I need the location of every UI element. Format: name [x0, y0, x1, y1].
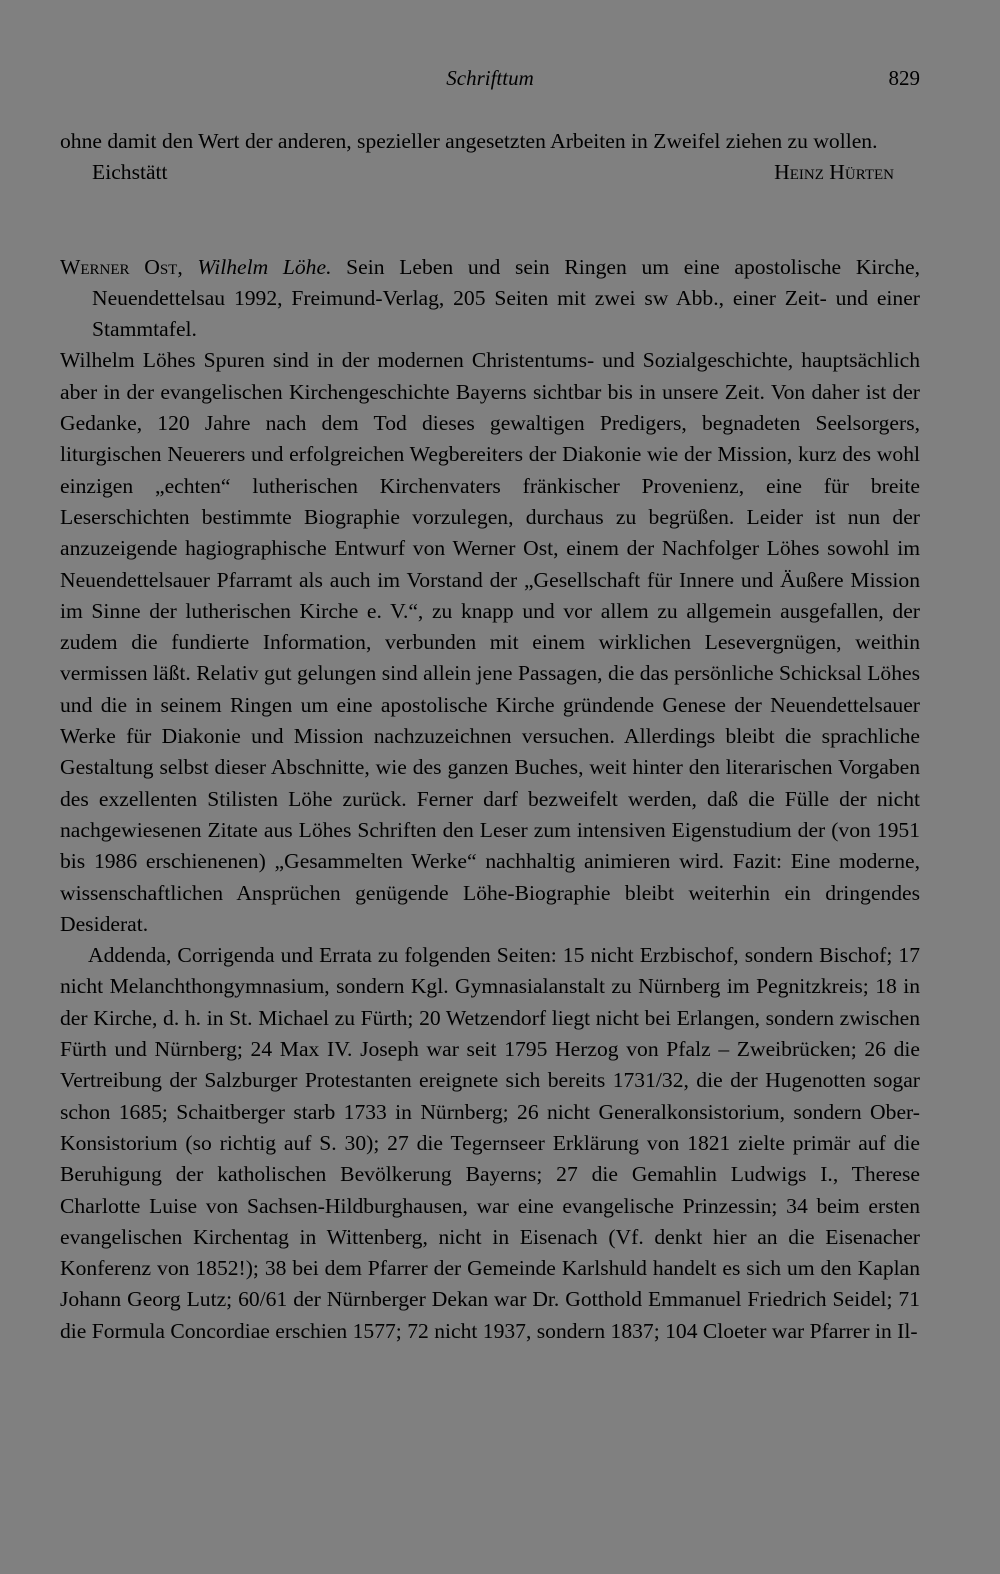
reviewer-name: Heinz Hürten	[774, 160, 894, 185]
book-title: Wilhelm Löhe.	[197, 254, 332, 279]
book-details: Sein Leben und sein Ringen um eine apostolische Kirche, Neuendettelsau 1992, Freimund-Verlag, 205 Seiten mit zwei sw Abb., einer Zeit- und einer Stammtafel.	[92, 254, 920, 342]
review-paragraph-1: Wilhelm Löhes Spuren sind in der modernen Christentums- und Sozialgeschichte, hauptsächlich aber in der evangelischen Kirchengeschichte Bayerns sichtbar bis in unsere Zeit. Von daher ist der Gedanke, 120 Jahre nach dem Tod dieses gewaltigen Predigers, begnadeten Seelsorgers, liturgischen Neuerers und erfolgreichen Wegbereiters der Diakonie wie der Mission, kurz des wohl einzigen „echten“ lutherischen Kirchenvaters fränkischer Provenienz, eine für breite Leserschichten bestimmte Biographie vorzulegen, durchaus zu begrüßen. Leider ist nun der anzuzeigende hagiographische Entwurf von Werner Ost, einem der Nachfolger Löhes sowohl im Neuendettelsauer Pfarramt als auch im Vorstand der „Gesellschaft für Innere und Äußere Mission im Sinne der lutherischen Kirche e. V.“, zu knapp und vor allem zu allgemein ausgefallen, der zudem die fundierte Information, verbunden mit einem wirklichen Lesevergnügen, weithin vermissen läßt. Relativ gut gelungen sind allein jene Passagen, die das persönliche Schicksal Löhes und die in seinem Ringen um eine apostolische Kirche gründende Genese der Neuendettelsauer Werke für Diakonie und Mission nachzuzeichnen versuchen. Allerdings bleibt die sprachliche Gestaltung selbst dieser Abschnitte, wie des ganzen Buches, weit hinter den literarischen Vorgaben des exzellenten Stilisten Löhe zurück. Ferner darf bezweifelt werden, daß die Fülle der nicht nachgewiesenen Zitate aus Löhes Schriften den Leser zum intensiven Eigenstudium der (von 1951 bis 1986 erschienenen) „Gesammelten Werke“ nachhaltig animieren wird. Fazit: Eine moderne, wissenschaftlichen Ansprüchen genügende Löhe-Biographie bleibt weiterhin ein dringendes Desiderat.	[60, 348, 920, 936]
review-place: Eichstätt	[92, 160, 168, 185]
running-head-title: Schrifttum	[446, 66, 534, 90]
page-number: 829	[888, 66, 920, 90]
bibliographic-entry	[60, 252, 920, 346]
running-head	[60, 66, 920, 96]
book-author: Werner Ost,	[60, 254, 183, 279]
previous-review-signoff	[60, 157, 920, 188]
previous-review-closing: ohne damit den Wert der anderen, spezieller angesetzten Arbeiten in Zweifel ziehen zu wollen.	[60, 129, 878, 153]
page-body	[60, 126, 920, 1347]
review-paragraph-2: Addenda, Corrigenda und Errata zu folgenden Seiten: 15 nicht Erzbischof, sondern Bischof; 17 nicht Melanchthongymnasium, sondern Kgl. Gymnasialanstalt zu Nürnberg im Pegnitzkreis; 18 in der Kirche, d. h. in St. Michael zu Fürth; 20 Wetzendorf liegt nicht bei Erlangen, sondern zwischen Fürth und Nürnberg; 24 Max IV. Joseph war seit 1795 Herzog von Pfalz – Zweibrücken; 26 die Vertreibung der Salzburger Protestanten ereignete sich bereits 1731/32, die der Hugenotten sogar schon 1685; Schaitberger starb 1733 in Nürnberg; 26 nicht Generalkonsistorium, sondern Ober-Konsistorium (so richtig auf S. 30); 27 die Tegernseer Erklärung von 1821 zielte primär auf die Beruhigung der katholischen Bevölkerung Bayerns; 27 die Gemahlin Ludwigs I., Therese Charlotte Luise von Sachsen-Hildburghausen, war eine evangelische Prinzessin; 34 beim ersten evangelischen Kirchentag in Wittenberg, nicht in Eisenach (Vf. denkt hier an die Eisenacher Konferenz von 1852!); 38 bei dem Pfarrer der Gemeinde Karlshuld handelt es sich um den Kaplan Johann Georg Lutz; 60/61 der Nürnberger Dekan war Dr. Gotthold Emmanuel Friedrich Seidel; 71 die Formula Concordiae erschien 1577; 72 nicht 1937, sondern 1837; 104 Cloeter war Pfarrer in Il-	[60, 943, 920, 1343]
